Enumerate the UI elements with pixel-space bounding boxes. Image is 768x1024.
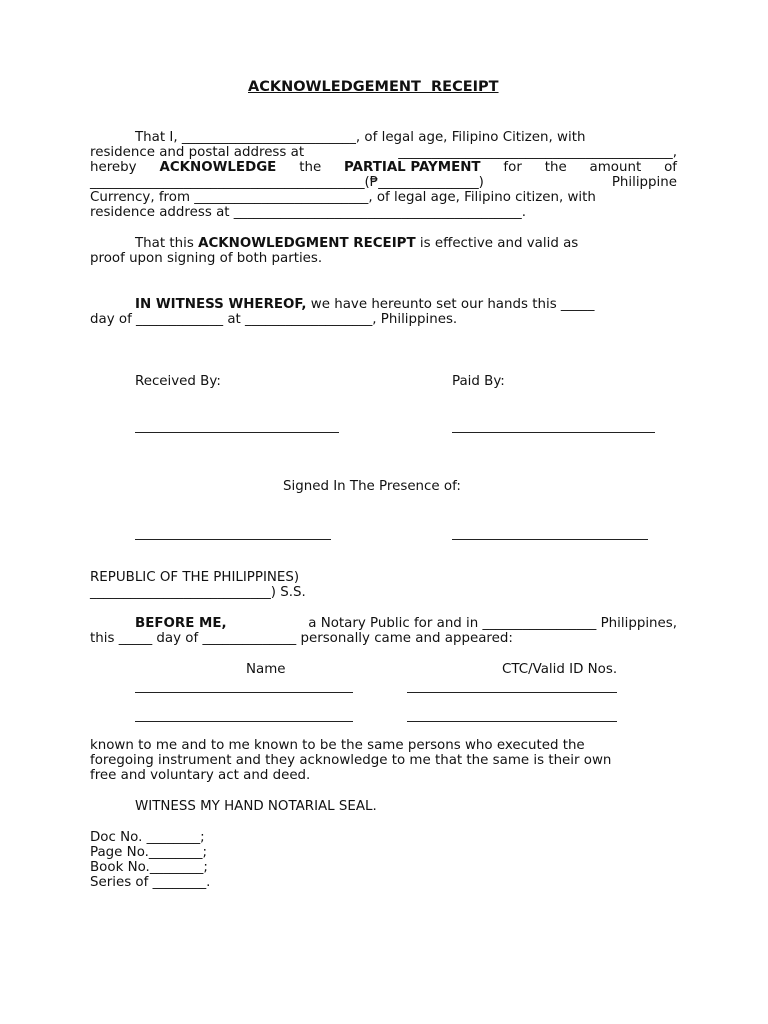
known-line1: known to me and to me known to be the same persons who executed the: [90, 738, 585, 753]
name-line-2: [135, 721, 353, 722]
before-me-lead: BEFORE ME,: [135, 616, 227, 631]
text: residence and postal address at: [90, 145, 305, 160]
before-me-line1: [135, 616, 677, 631]
id-line-2: [407, 721, 617, 722]
text: the: [544, 160, 567, 175]
receipt-title-text: ACKNOWLEDGMENT RECEIPT: [198, 236, 416, 251]
text: , of legal age, Filipino Citizen, with: [355, 130, 586, 145]
name-line-1: [135, 692, 353, 693]
para1-line2: [90, 145, 677, 160]
signed-presence-label: Signed In The Presence of:: [283, 479, 461, 494]
witness1-signature-line: [135, 539, 331, 540]
para3-line1: [135, 297, 594, 312]
id-header: CTC/Valid ID Nos.: [502, 662, 618, 677]
para1-line6: residence address at ___________________________________________.: [90, 205, 526, 220]
text: for: [503, 160, 522, 175]
document-title: ACKNOWLEDGEMENT RECEIPT: [248, 79, 499, 95]
text: That I,: [135, 130, 182, 145]
text: amount: [589, 160, 642, 175]
name-header: Name: [246, 662, 286, 677]
text: That this: [135, 236, 199, 251]
series-of: Series of ________.: [90, 875, 211, 890]
received-by-label: Received By:: [135, 374, 221, 389]
id-line-1: [407, 692, 617, 693]
text: Philippine: [611, 175, 677, 190]
text: hereby: [90, 160, 137, 175]
text: a Notary Public for and in _________________ Philippines,: [303, 616, 677, 631]
para1-line3: [90, 160, 677, 175]
known-line2: foregoing instrument and they acknowledge to me that the same is their own: [90, 753, 612, 768]
paid-by-label: Paid By:: [452, 374, 505, 389]
amount-blank: _________________________________________(₱_______________): [90, 175, 484, 190]
received-by-signature-line: [135, 432, 339, 433]
para3-line2: day of _____________ at ___________________, Philippines.: [90, 312, 458, 327]
partial-payment-text: PARTIAL PAYMENT: [344, 160, 481, 175]
witness2-signature-line: [452, 539, 648, 540]
before-me-line2: this _____ day of ______________ personally came and appeared:: [90, 631, 513, 646]
doc-no: Doc No. ________;: [90, 830, 205, 845]
text: of: [664, 160, 677, 175]
known-line3: free and voluntary act and deed.: [90, 768, 311, 783]
acknowledge-text: ACKNOWLEDGE: [159, 160, 277, 175]
para2-line1: [135, 236, 578, 251]
name-blank: __________________________: [181, 130, 356, 145]
para1-line1: [135, 130, 585, 145]
text: we have hereunto set our hands this _____: [306, 297, 595, 312]
paid-by-signature-line: [452, 432, 655, 433]
republic-line: REPUBLIC OF THE PHILIPPINES): [90, 570, 300, 585]
para2-line2: proof upon signing of both parties.: [90, 251, 323, 266]
witness-seal-line: WITNESS MY HAND NOTARIAL SEAL.: [135, 799, 377, 814]
in-witness-text: IN WITNESS WHEREOF,: [135, 297, 307, 312]
text: the: [299, 160, 322, 175]
address-blank: _________________________________________,: [398, 145, 677, 160]
para1-line4: [90, 175, 677, 190]
page-no: Page No.________;: [90, 845, 207, 860]
para1-line5: Currency, from __________________________, of legal age, Filipino citizen, with: [90, 190, 596, 205]
book-no: Book No.________;: [90, 860, 208, 875]
ss-line: ___________________________) S.S.: [90, 585, 306, 600]
text: is effective and valid as: [415, 236, 579, 251]
